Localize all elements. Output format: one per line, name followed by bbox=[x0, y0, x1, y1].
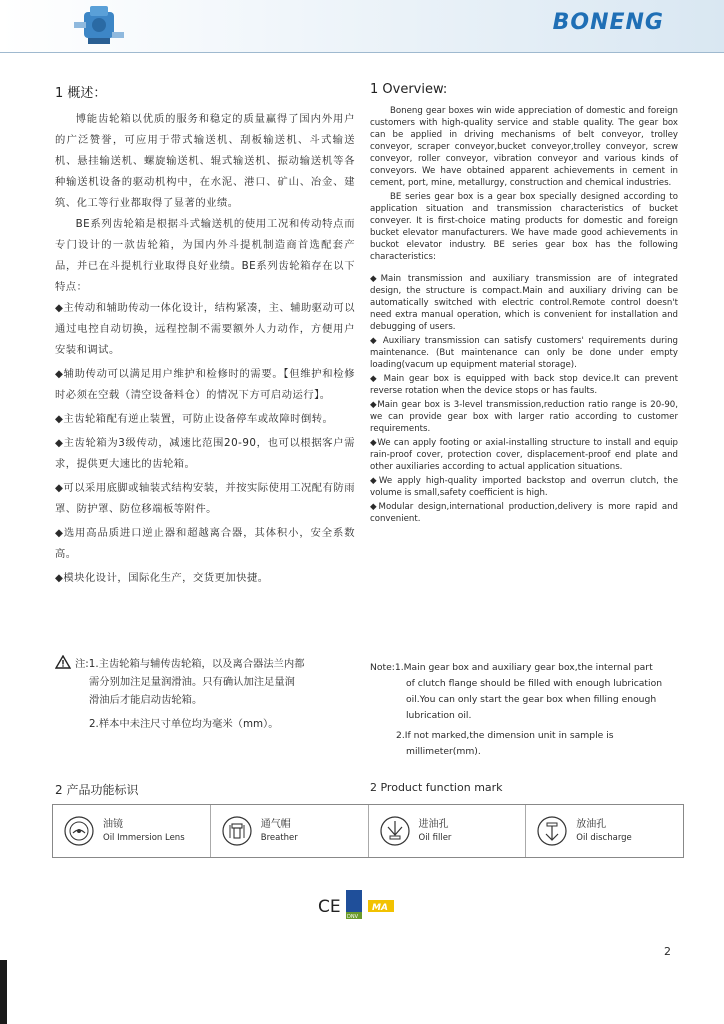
note-chinese bbox=[55, 655, 355, 733]
note-line: 注:1.主齿轮箱与辅传齿轮箱，以及离合器法兰内都 bbox=[75, 658, 305, 670]
function-mark-cn: 通气帽 bbox=[260, 819, 291, 830]
function-mark-item bbox=[526, 805, 683, 857]
feature-bullet: ◆Modular design,international production,delivery is more rapid and convenient. bbox=[370, 502, 678, 524]
gearbox-photo-icon bbox=[70, 2, 130, 48]
feature-bullet: ◆主齿轮箱为3级传动，减速比范围20-90，也可以根据客户需求，提供更大速比的齿轮箱。 bbox=[55, 437, 355, 470]
certification-logos bbox=[318, 888, 408, 924]
brand-logo: BONENG bbox=[552, 10, 664, 35]
feature-bullet: ◆辅助传动可以满足用户维护和检修时的需要。【但维护和检修时必须在空载（清空设备料仓）的情况下方可启动运行】。 bbox=[55, 368, 355, 401]
feature-bullet: ◆We apply high-quality imported backstop and overrun clutch, the volume is small,safety coefficient is high. bbox=[370, 476, 678, 498]
note-line: 需分别加注足量润滑油。只有确认加注足量润 bbox=[89, 676, 295, 688]
binding-edge bbox=[0, 960, 7, 1024]
oil-filler-icon bbox=[379, 815, 411, 847]
note-line: oil.You can only start the gear box when filling enough bbox=[406, 694, 657, 705]
ce-mark: CE bbox=[318, 897, 341, 917]
paragraph: 博能齿轮箱以优质的服务和稳定的质量赢得了国内外用户的广泛赞誉，可应用于带式输送机、刮板输送机、斗式输送机、悬挂输送机、螺旋输送机、辊式输送机、振动输送机等各种输送机设备的驱动机构中，在水泥、港口、矿山、冶金、建筑、化工等行业都取得了显著的业绩。 bbox=[55, 113, 355, 209]
function-mark-en: Oil filler bbox=[418, 833, 452, 843]
note-line: lubrication oil. bbox=[406, 710, 472, 721]
feature-bullet: ◆We can apply footing or axial-installing structure to install and equip rain-proof cover, protection cover, displacement-proof end plate and other auxiliaries according to actual application situations. bbox=[370, 438, 678, 472]
paragraph: BE series gear box is a gear box specially designed according to application situation and transmission characteristics of bucket conveyer. It is first-choice mating products for domestic and foreign bucket elevator manufacturers. We have made good achievements in buckot elevator industry. BE series gear box has the following characteristics: bbox=[370, 192, 678, 262]
function-mark-title-en: 2 Product function mark bbox=[370, 781, 503, 794]
feature-bullet: ◆ Main gear box is equipped with back stop device.It can prevent reverse rotation when the device stops or has faults. bbox=[370, 374, 678, 396]
note-line: Note:1.Main gear box and auxiliary gear box,the internal part bbox=[370, 662, 653, 673]
function-mark-cn: 油镜 bbox=[103, 819, 123, 830]
note-english bbox=[370, 660, 680, 760]
function-mark-cn: 放油孔 bbox=[576, 819, 607, 830]
note-line: of clutch flange should be filled with enough lubrication bbox=[406, 678, 663, 689]
function-mark-item bbox=[211, 805, 369, 857]
feature-bullet: ◆模块化设计，国际化生产，交货更加快捷。 bbox=[55, 572, 269, 584]
function-mark-item bbox=[53, 805, 211, 857]
overview-chinese bbox=[55, 82, 355, 592]
warning-icon bbox=[55, 655, 71, 669]
function-mark-en: Oil Immersion Lens bbox=[103, 833, 185, 843]
ma-logo bbox=[368, 900, 394, 913]
note-line: 滑油后才能启动齿轮箱。 bbox=[89, 694, 203, 706]
note-line: millimeter(mm). bbox=[406, 746, 481, 757]
feature-bullet: ◆Main gear box is 3-level transmission,reduction ratio range is 20-90, we can provide gear box with larger ratio according to customer requirements. bbox=[370, 400, 678, 434]
feature-bullet: ◆主传动和辅助传动一体化设计，结构紧凑，主、辅助驱动可以通过电控自动切换，远程控制不需要额外人力动作，方便用户安装和调试。 bbox=[55, 302, 355, 356]
paragraph: Boneng gear boxes win wide appreciation of domestic and foreign customers with high-quality service and stable quality. The gear box can be applied in driving mechanisms of belt conveyor, trolley conveyor, scraper conveyor,bucket conveyor,trolley conveyor, screw conveyor, roller conveyor, vibration conveyor and various kinds of conveyors. We have obtained apparent achievements in cement in cement, port, mine, metallurgy, construction and chemical industries. bbox=[370, 106, 678, 188]
function-mark-table bbox=[52, 804, 684, 858]
svg-text:DNV: DNV bbox=[347, 914, 359, 920]
section-title: 1 Overview: bbox=[370, 82, 448, 97]
function-mark-en: Breather bbox=[260, 833, 298, 843]
note-line: 2.样本中未注尺寸单位均为毫米（mm）。 bbox=[89, 718, 279, 730]
page-header bbox=[0, 0, 724, 53]
function-mark-title-cn: 2 产品功能标识 bbox=[55, 783, 139, 797]
oil-lens-icon bbox=[63, 815, 95, 847]
paragraph: BE系列齿轮箱是根据斗式输送机的使用工况和传动特点而专门设计的一款齿轮箱，为国内外斗提机制造商首选配套产品，并已在斗提机行业取得良好业绩。BE系列齿轮箱存在以下特点： bbox=[55, 218, 355, 293]
page-number: 2 bbox=[664, 945, 671, 958]
feature-bullet: ◆主齿轮箱配有逆止装置，可防止设备停车或故障时倒转。 bbox=[55, 413, 334, 425]
function-mark-en: Oil discharge bbox=[576, 833, 632, 843]
section-title: 1 概述： bbox=[55, 86, 107, 101]
note-line: 2.If not marked,the dimension unit in sample is bbox=[396, 730, 614, 741]
feature-bullet: ◆可以采用底脚或轴装式结构安装，并按实际使用工况配有防雨罩、防护罩、防位移端板等附件。 bbox=[55, 482, 355, 515]
function-mark-item bbox=[369, 805, 527, 857]
feature-bullet: ◆Main transmission and auxiliary transmission are of integrated design, the structure is compact.Main and auxiliary driving can be automatically switched with electric control.Remote control doesn't need extra manual operation, which is convenient for installation and debugging of users. bbox=[370, 274, 678, 332]
svg-text:MA: MA bbox=[372, 903, 388, 913]
dnv-logo bbox=[346, 890, 362, 920]
oil-discharge-icon bbox=[536, 815, 568, 847]
breather-icon bbox=[221, 815, 253, 847]
feature-bullet: ◆ Auxiliary transmission can satisfy customers' requirements during maintenance. (But maintenance can only be done under empty loading(vacum up equipment material storage). bbox=[370, 336, 678, 370]
overview-english bbox=[370, 82, 678, 527]
feature-bullet: ◆选用高品质进口逆止器和超越离合器，其体积小，安全系数高。 bbox=[55, 527, 355, 560]
function-mark-cn: 进油孔 bbox=[418, 819, 449, 830]
